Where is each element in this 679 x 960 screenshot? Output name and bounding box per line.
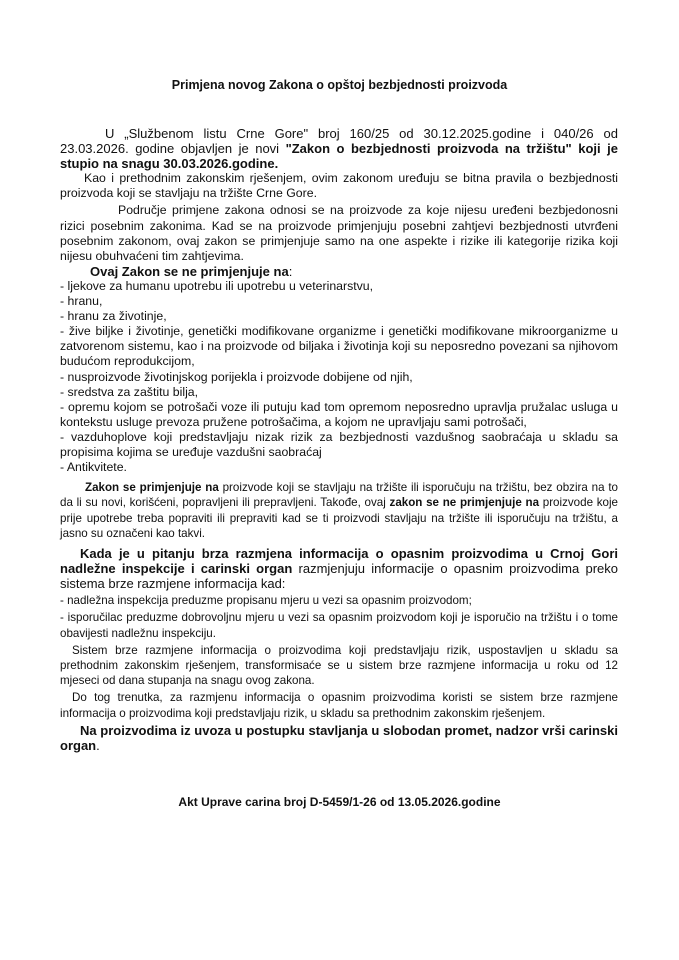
list-item: - vazduhoplove koji predstavljaju nizak rizik za bezbjednosti vazdušnog saobraćaja u skladu sa propisima kojima se uređuje vazdušni saobraćaj bbox=[60, 429, 618, 459]
list-item: - sredstva za zaštitu bilja, bbox=[60, 384, 199, 399]
exclusions-colon: : bbox=[288, 263, 293, 279]
paragraph-applies-to bbox=[60, 480, 618, 541]
paragraph-scope: Kao i prethodnim zakonskim rješenjem, ovim zakonom uređuju se bitna pravila o bezbjednosti proizvoda koji se stavljaju na tržište Crne Gore. bbox=[60, 171, 618, 201]
list-item: - nusproizvode životinjskog porijekla i proizvode dobijene od njih, bbox=[60, 369, 413, 384]
list-item: - opremu kojom se potrošači voze ili putuju kad tom opremom neposredno upravlja pružalac usluga u kontekstu usluge prevoza pružene potrošačima, a kojom ne upravljaju sami potrošači, bbox=[60, 399, 618, 429]
list-item: - hranu, bbox=[60, 294, 103, 309]
paragraph-publication bbox=[60, 126, 618, 171]
publication-text: U „Službenom listu Crne Gore" broj 160/25 od 30.12.2025.godine i 040/26 od 23.03.2026. godine objavljen je novi bbox=[60, 126, 618, 157]
document-title: Primjena novog Zakona o opštoj bezbjednosti proizvoda bbox=[171, 78, 508, 92]
rapid-exchange-text: razmjenjuju informacije o opasnim proizvodima preko sistema brze razmjene informacija kad: bbox=[60, 561, 618, 592]
list-item: - nadležna inspekcija preduzme propisanu mjeru u vezi sa opasnim proizvodom; bbox=[60, 594, 472, 608]
applies-text: proizvode koji se stavljaju na tržište ili isporučuju na tržištu, bez obzira na to da li su novi, korišćeni, popravljeni ili prepravljeni. Takođe, ovaj bbox=[60, 481, 619, 510]
customs-bold: Na proizvodima iz uvoza u postupku stavljanja u slobodan promet, nadzor vrši carinski organ bbox=[60, 722, 618, 753]
exclusions-heading-bold: Ovaj Zakon se ne primjenjuje na bbox=[90, 263, 289, 279]
paragraph-application-area: Područje primjene zakona odnosi se na proizvode za koje nijesu uređeni bezbjedonosni rizici posebnim zakonima. Kad se na proizvode primjenjuju posebni zahtjevi bezbjednosti utvrđeni posebnim zakonom, ovaj zakon se primjenjuje samo na one aspekte i rizike ili kategorije rizika koji nijesu obuhvaćeni tim zahtjevima. bbox=[60, 203, 618, 263]
law-name-bold: "Zakon o bezbjednosti proizvoda na tržištu" koji je stupio na snagu 30.03.2026.godine. bbox=[60, 141, 618, 172]
list-item: - hranu za životinje, bbox=[60, 309, 167, 324]
paragraph-rapid-exchange bbox=[60, 546, 618, 591]
customs-period: . bbox=[96, 737, 100, 753]
exclusions-heading bbox=[60, 264, 618, 279]
list-item: - žive biljke i životinje, genetički modifikovane organizme i genetički modifikovane mikroorganizme u zatvorenom sistemu, kao i na proizvode od biljaka i životinja koji su neposredno povezani sa njihovom budućom reprodukcijom, bbox=[60, 324, 618, 369]
not-applies-bold: zakon se ne primjenjuje na bbox=[389, 496, 540, 510]
list-item: - Antikvitete. bbox=[60, 460, 127, 475]
rapid-exchange-bold: Kada je u pitanju brza razmjena informacija o opasnim proizvodima u Crnoj Gori nadležne inspekcije i carinski organ bbox=[60, 545, 618, 577]
rapid-exchange-list bbox=[60, 593, 618, 641]
document-body bbox=[60, 126, 618, 753]
paragraph-interim-system: Do tog trenutka, za razmjenu informacija o opasnim proizvodima koristi se sistem brze razmjene informacija o proizvodima koji predstavljaju rizik, u skladu sa prethodnim zakonskim rješenjem. bbox=[60, 691, 618, 720]
list-item: - isporučilac preduzme dobrovoljnu mjeru u vezi sa opasnim proizvodom koji je isporučio na tržištu i o tome obavijesti nadležnu inspekciju. bbox=[60, 611, 618, 640]
paragraph-customs-supervision bbox=[60, 723, 618, 753]
applies-bold: Zakon se primjenjuje na bbox=[85, 481, 219, 495]
paragraph-system-transformation: Sistem brze razmjene informacija o proizvodima koji predstavljaju rizik, uspostavljen u skladu sa prethodnim zakonskim rješenjem, transformisaće se u sistem brze razmjene informacija u roku od 12 mjeseci od dana stupanja na snagu ovog zakona. bbox=[60, 643, 618, 688]
list-item: - ljekove za humanu upotrebu ili upotrebu u veterinarstvu, bbox=[60, 278, 374, 293]
exclusions-list bbox=[60, 279, 618, 475]
document-footer: Akt Uprave carina broj D-5459/1-26 od 13.05.2026.godine bbox=[178, 795, 501, 809]
not-applies-text: proizvode koje prije upotrebe treba popraviti ili prepraviti kad se ti proizvodi stavljaju na tržište ili isporučuju na tržištu, a jasno su označeni kao takvi. bbox=[60, 496, 618, 540]
